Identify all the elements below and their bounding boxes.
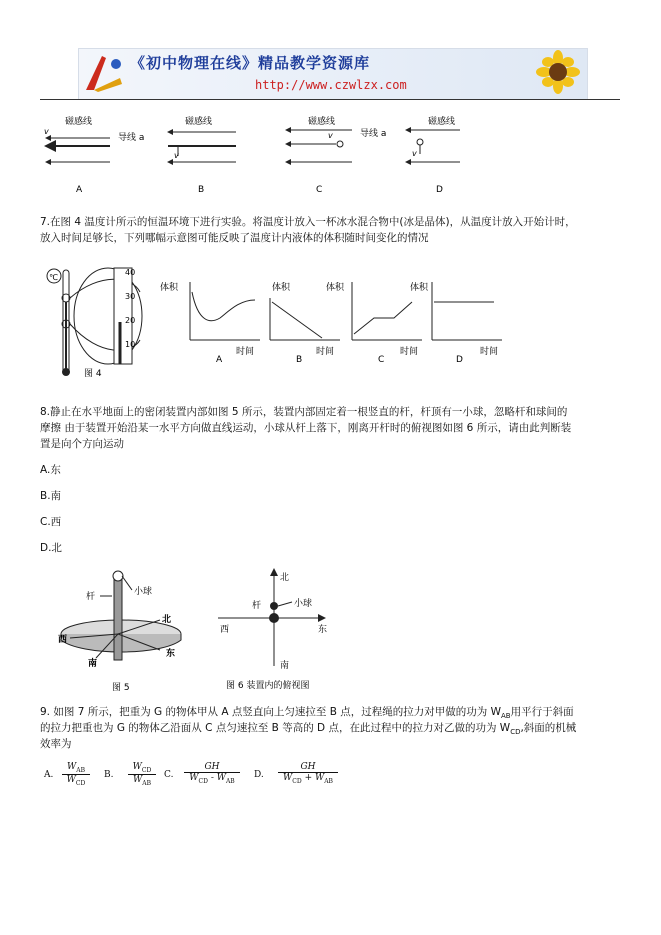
option-label: C xyxy=(378,355,385,365)
q9-line-1: 9. 如图 7 所示，把重为 G 的物体甲从 A 点竖直向上匀速拉至 B 点，过程绳的拉力对甲做的功为 $W_{AB}$用平行于斜面 xyxy=(40,706,574,721)
field-label: 磁感线 xyxy=(65,117,93,127)
q9-option-c: GH $W_{CD} - W_{AB}$ xyxy=(184,762,240,785)
q6-magnetic-field-figure xyxy=(40,110,460,198)
q7-line-2: 放入时间足够长，下列哪幅示意图可能反映了温度计内液体的体积随时间变化的情况 xyxy=(40,232,429,244)
figure-caption: 图 5 xyxy=(112,683,130,693)
rod-label: 杆 xyxy=(86,592,96,602)
ball-label: 小球 xyxy=(294,599,313,609)
scale-10: 10 xyxy=(125,340,136,349)
option-label: B xyxy=(296,355,303,365)
q9-option-c-label: C. xyxy=(164,770,174,780)
figure-caption: 图 4 xyxy=(84,369,102,379)
field-label: 磁感线 xyxy=(308,117,336,127)
x-axis-label: 时间 xyxy=(236,347,255,357)
option-label: B xyxy=(198,185,205,195)
graph-c xyxy=(326,281,422,365)
y-axis-label: 体积 xyxy=(160,283,179,293)
q9-option-d-label: D. xyxy=(254,770,264,780)
west-label: 西 xyxy=(220,625,230,635)
x-axis-label: 时间 xyxy=(400,347,419,357)
south-label: 南 xyxy=(280,661,290,671)
q9-option-a-label: A. xyxy=(44,770,54,780)
option-label: A xyxy=(76,185,83,195)
q8-choice-d: D.北 xyxy=(40,542,62,554)
y-axis-label: 体积 xyxy=(272,283,291,293)
header-divider xyxy=(40,99,620,100)
scale-30: 30 xyxy=(125,292,136,301)
y-axis-label: 体积 xyxy=(326,283,345,293)
q9-option-d: GH $W_{CD} + W_{AB}$ xyxy=(278,762,338,785)
north-label: 北 xyxy=(162,615,172,625)
option-label: C xyxy=(316,185,323,195)
south-label: 南 xyxy=(88,659,98,669)
sunflower-image xyxy=(526,50,584,96)
q9-line-3: 效率为 xyxy=(40,738,72,750)
east-label: 东 xyxy=(166,649,176,659)
y-axis-label: 体积 xyxy=(410,283,429,293)
velocity-label: v xyxy=(328,131,333,140)
q9-line-2: 的拉力把重也为 G 的物体乙沿面从 C 点匀速拉至 B 等高的 D 点，在此过程中的拉力对乙做的功为 $W_{CD}$,斜面的机械 xyxy=(40,722,577,737)
q8-figure-6 xyxy=(214,566,344,696)
scale-20: 20 xyxy=(125,316,136,325)
q8-line-2: 摩擦 由于装置开始沿某一水平方向做直线运动，小球从杆上落下，刚离开杆时的俯视图如图 6 所示，请由此判断装 xyxy=(40,422,572,434)
logo-icon xyxy=(80,50,128,96)
q6-panel-d xyxy=(406,115,460,195)
x-axis-label: 时间 xyxy=(316,347,335,357)
thermo-unit: ℃ xyxy=(49,273,58,282)
q8-choice-b: B.南 xyxy=(40,490,62,502)
north-label: 北 xyxy=(280,573,290,583)
east-label: 东 xyxy=(318,625,328,635)
q9-options xyxy=(44,762,354,796)
option-label: A xyxy=(216,355,223,365)
rod-label: 杆 xyxy=(252,601,262,611)
velocity-label: v xyxy=(412,149,417,158)
q7-figure xyxy=(40,262,510,384)
q9-option-b: $W_{CD}$ $W_{AB}$ xyxy=(128,762,156,787)
figure-caption: 图 6 装置内的俯视图 xyxy=(226,681,310,691)
q6-panel-b xyxy=(168,115,236,195)
q8-line-1: 8.静止在水平地面上的密闭装置内部如图 5 所示，装置内部固定着一根竖直的杆，杆顶有一小球，忽略杆和球间的 xyxy=(40,406,568,418)
x-axis-label: 时间 xyxy=(480,347,499,357)
thermometer-icon xyxy=(47,268,142,379)
q9-option-a: $W_{AB}$ $W_{CD}$ xyxy=(62,762,90,787)
q8-figure-5 xyxy=(56,566,196,696)
option-label: D xyxy=(436,185,443,195)
west-label: 西 xyxy=(58,635,68,645)
wire-label: 导线 a xyxy=(360,129,387,139)
q6-panel-a xyxy=(44,115,144,195)
graph-b xyxy=(270,281,340,365)
q8-line-3: 置是向个方向运动 xyxy=(40,438,124,450)
field-label: 磁感线 xyxy=(428,117,456,127)
q8-choice-c: C.西 xyxy=(40,516,62,528)
ball-label: 小球 xyxy=(134,587,153,597)
banner-title: 《初中物理在线》精品教学资源库 xyxy=(130,54,371,72)
q6-panel-c xyxy=(286,115,386,195)
graph-a xyxy=(160,281,260,365)
banner-url: http://www.czwlzx.com xyxy=(255,78,407,92)
q7-line-1: 7.在图 4 温度计所示的恒温环境下进行实验。将温度计放入一杯冰水混合物中(冰是晶体)，从温度计放入开始计时， xyxy=(40,216,576,228)
scale-40: 40 xyxy=(125,268,136,277)
velocity-label: v xyxy=(44,127,49,136)
graph-d xyxy=(410,281,502,365)
q8-choice-a: A.东 xyxy=(40,464,61,476)
q9-option-b-label: B. xyxy=(104,770,114,780)
option-label: D xyxy=(456,355,463,365)
wire-label: 导线 a xyxy=(118,133,145,143)
field-label: 磁感线 xyxy=(185,117,213,127)
velocity-label: v xyxy=(174,151,179,160)
